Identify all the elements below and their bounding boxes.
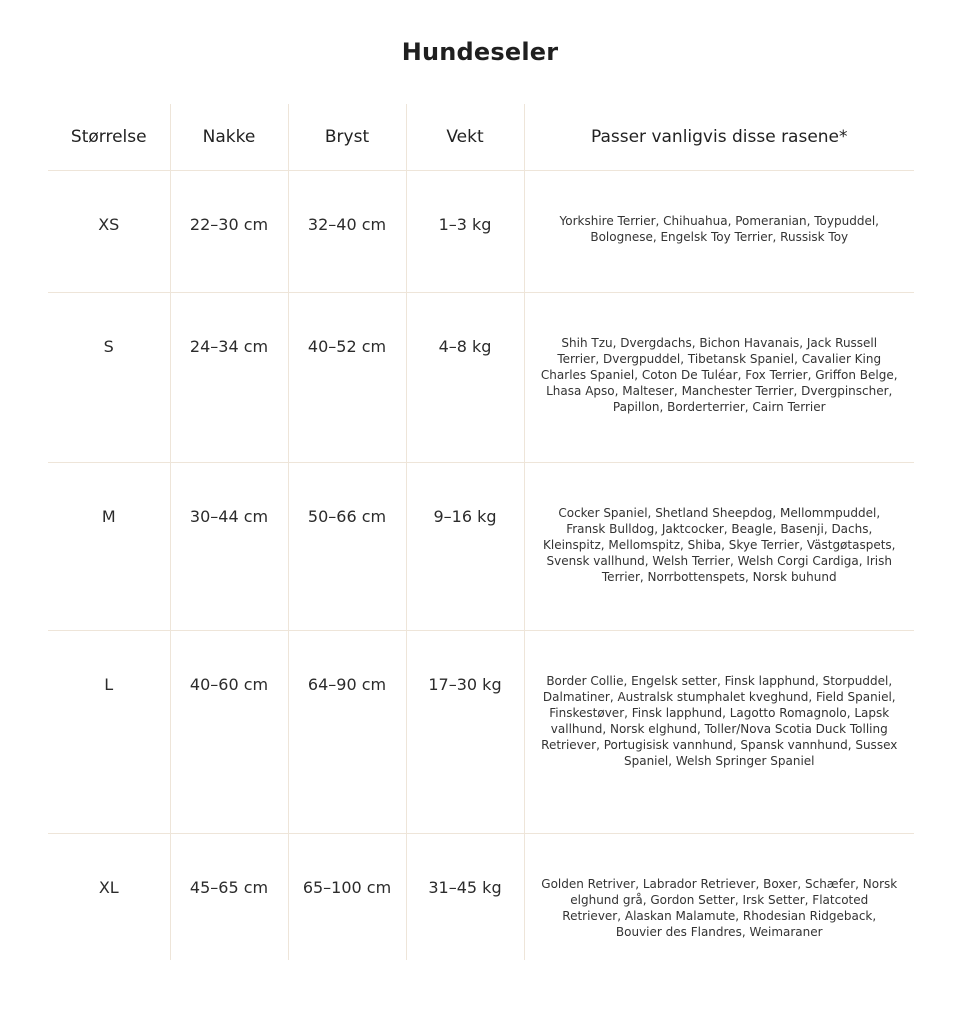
weight-cell: 4–8 kg xyxy=(406,293,524,463)
size-chart-table xyxy=(48,104,914,960)
table-header-row xyxy=(48,104,914,171)
header-breeds: Passer vanligvis disse rasene* xyxy=(524,104,914,171)
breeds-cell: Shih Tzu, Dvergdachs, Bichon Havanais, Jack Russell Terrier, Dvergpuddel, Tibetansk Spaniel, Cavalier King Charles Spaniel, Coton De Tuléar, Fox Terrier, Griffon Belge, Lhasa Apso, Malteser, Manchester Terrier, Dvergpinscher, Papillon, Borderterrier, Cairn Terrier xyxy=(524,293,914,463)
header-weight: Vekt xyxy=(406,104,524,171)
table-row xyxy=(48,463,914,631)
size-cell: L xyxy=(48,631,170,834)
chest-cell: 65–100 cm xyxy=(288,834,406,960)
header-size: Størrelse xyxy=(48,104,170,171)
neck-cell: 22–30 cm xyxy=(170,171,288,293)
size-cell: XL xyxy=(98,878,119,897)
weight-cell: 9–16 kg xyxy=(406,463,524,631)
chest-cell: 40–52 cm xyxy=(288,293,406,463)
page-title: Hundeseler xyxy=(401,38,559,67)
table-row xyxy=(48,631,914,834)
neck-cell: 40–60 cm xyxy=(170,631,288,834)
chest-cell: 64–90 cm xyxy=(288,631,406,834)
weight-cell: 31–45 kg xyxy=(406,834,524,960)
chest-cell: 32–40 cm xyxy=(288,171,406,293)
breeds-cell: Cocker Spaniel, Shetland Sheepdog, Mellommpuddel, Fransk Bulldog, Jaktcocker, Beagle, Basenji, Dachs, Kleinspitz, Mellomspitz, Shiba, Skye Terrier, Västgøtaspets, Svensk vallhund, Welsh Terrier, Welsh Corgi Cardiga, Irish Terrier, Norrbottenspets, Norsk buhund xyxy=(524,463,914,631)
neck-cell: 45–65 cm xyxy=(170,834,288,960)
weight-cell: 1–3 kg xyxy=(406,171,524,293)
header-neck: Nakke xyxy=(170,104,288,171)
breeds-cell: Golden Retriver, Labrador Retriever, Boxer, Schæfer, Norsk elghund grå, Gordon Setter, Irsk Setter, Flatcoted Retriever, Alaskan Malamute, Rhodesian Ridgeback, Bouvier des Flandres, Weimaraner xyxy=(524,834,914,960)
header-chest: Bryst xyxy=(288,104,406,171)
table-row xyxy=(48,171,914,293)
size-cell: M xyxy=(48,463,170,631)
weight-cell: 17–30 kg xyxy=(406,631,524,834)
breeds-cell: Yorkshire Terrier, Chihuahua, Pomeranian, Toypuddel, Bolognese, Engelsk Toy Terrier, Russisk Toy xyxy=(524,171,914,293)
size-cell: S xyxy=(48,293,170,463)
table-row xyxy=(48,293,914,463)
table-row xyxy=(48,834,914,960)
neck-cell: 24–34 cm xyxy=(170,293,288,463)
chest-cell: 50–66 cm xyxy=(288,463,406,631)
breeds-cell: Border Collie, Engelsk setter, Finsk lapphund, Storpuddel, Dalmatiner, Australsk stumphalet kveghund, Field Spaniel, Finskestøver, Finsk lapphund, Lagotto Romagnolo, Lapsk vallhund, Norsk elghund, Toller/Nova Scotia Duck Tolling Retriever, Portugisisk vannhund, Spansk vannhund, Sussex Spaniel, Welsh Springer Spaniel xyxy=(524,631,914,834)
neck-cell: 30–44 cm xyxy=(170,463,288,631)
size-cell: XS xyxy=(48,171,170,293)
